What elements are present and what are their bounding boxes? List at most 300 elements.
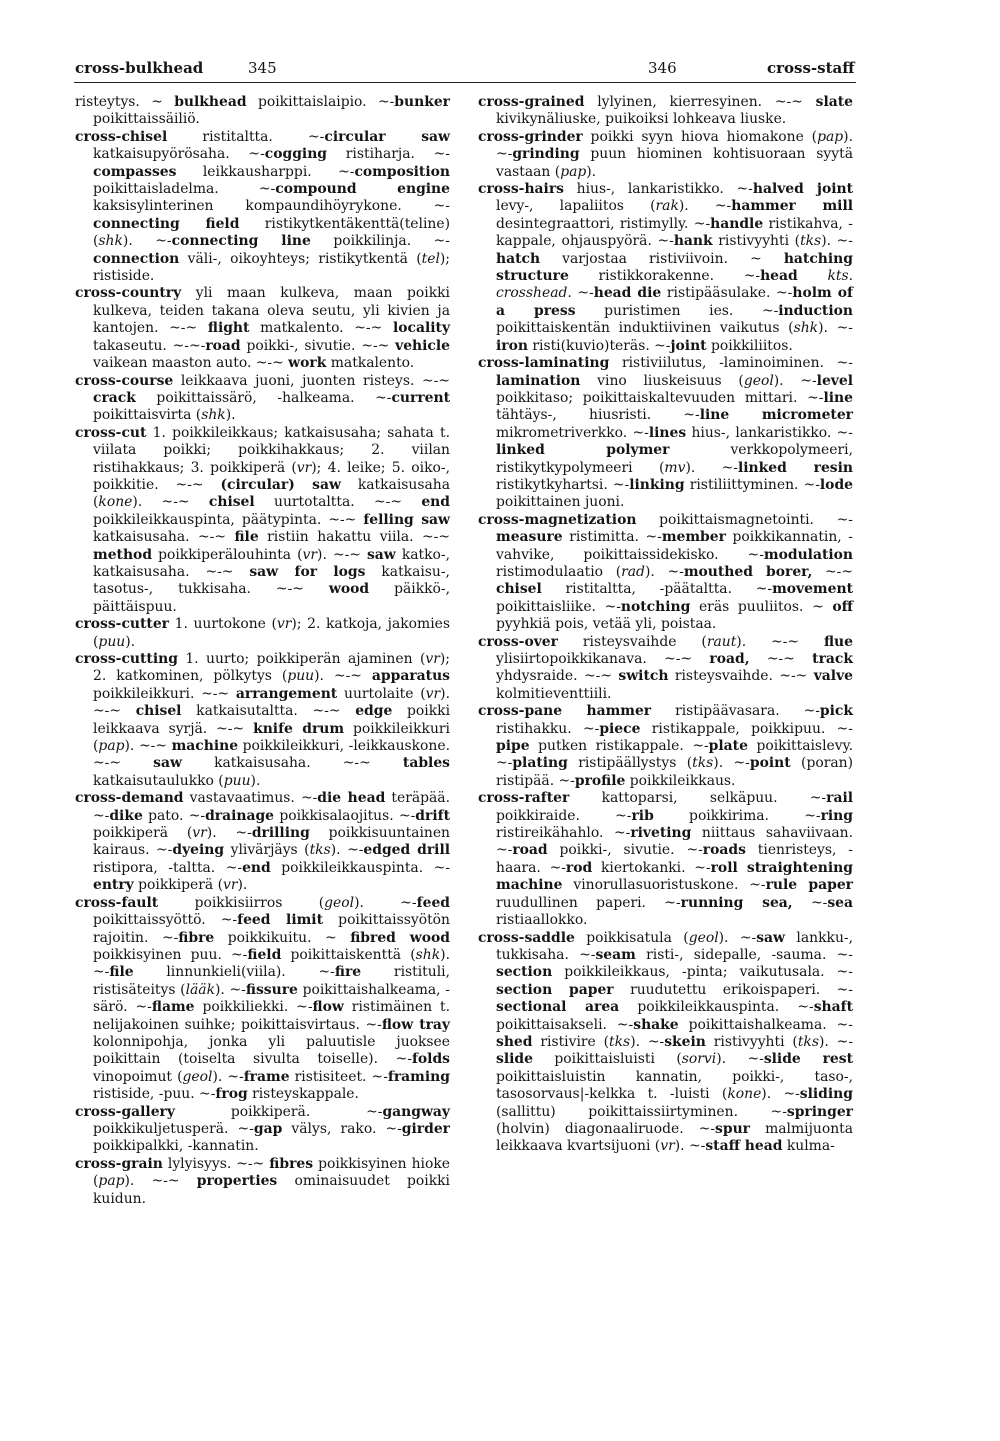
entry-text: puristimen ies. ~-	[575, 302, 779, 319]
entry-text: ); ristiside.	[93, 250, 450, 285]
entry-term: road	[512, 842, 548, 859]
entry-text: poikittainen juoni.	[496, 494, 625, 511]
entry-text: poikkileikkuri (	[93, 720, 450, 755]
entry-term: running sea,	[680, 894, 793, 911]
entry-field-abbrev: vr	[223, 877, 238, 894]
entry-text: ristikappale, poikkipuu. ~-	[640, 720, 853, 737]
entry-text: ristitaltta. ~-	[167, 128, 325, 145]
entry-term: lode	[819, 476, 853, 493]
entry-text: verkkopolymeeri, ristikytkypolymeeri (	[496, 442, 853, 476]
entry-text: ). ~-~	[124, 738, 172, 755]
entry-field-abbrev: shk	[98, 233, 123, 250]
entry-text: ristikytkentäkenttä(teline) (	[93, 215, 450, 250]
entry-field-abbrev: mv	[664, 459, 686, 476]
entry-term: frame	[243, 1068, 290, 1085]
entry-text: kattoparsi, selkäpuu. ~-	[569, 790, 827, 807]
entry-term: slide	[496, 1051, 533, 1068]
entry-term: switch	[618, 668, 669, 685]
entry-field-abbrev: sorvi	[681, 1051, 717, 1068]
entry-text: ominaisuudet poikki kuidun.	[93, 1173, 451, 1207]
entry-term: file	[109, 964, 134, 981]
entry-text: tienristeys, -haara. ~-	[496, 842, 853, 876]
entry-term: linking	[629, 476, 685, 493]
dictionary-entry	[478, 930, 853, 1156]
entry-term: piece	[599, 720, 641, 737]
entry-text: ). ~-	[821, 233, 853, 250]
entry-term: track	[812, 651, 853, 667]
entry-term: fire	[334, 964, 362, 981]
entry-text: ).	[237, 877, 248, 894]
entry-text: kiertokanki. ~-	[592, 859, 711, 876]
entry-text: ). ~-	[206, 825, 252, 842]
entry-text: poikkiraide. ~-	[496, 807, 632, 824]
entry-field-abbrev: pap	[560, 163, 587, 180]
entry-text: katko-, katkaisusaha. ~-~	[93, 546, 450, 580]
entry-field-abbrev: puu	[223, 772, 251, 789]
entry-text: ); 4. leike; 5. oiko-, poikkitie. ~-~	[93, 459, 450, 493]
entry-term: framing	[387, 1068, 450, 1085]
entry-text: poikittaissyötön rajoitin. ~-	[93, 912, 450, 946]
entry-term: flight	[207, 320, 250, 337]
entry-term: movement	[772, 581, 853, 598]
entry-field-abbrev: vr	[296, 459, 312, 476]
left-page-number: 345	[248, 59, 277, 77]
entry-text: poikittaisakseli. ~-	[496, 1016, 634, 1033]
entry-term: roll straightening machine	[496, 859, 853, 894]
entry-text: ). ~-	[713, 755, 750, 772]
entry-text: risteysvaihde. ~-~	[668, 668, 814, 685]
entry-term: skein	[664, 1033, 706, 1050]
entry-field-abbrev: tks	[692, 755, 714, 772]
entry-text: matkalento. ~-~	[249, 320, 393, 337]
entry-field-abbrev: vr	[192, 825, 207, 842]
entry-text: ).	[250, 772, 261, 789]
entry-term: member	[661, 529, 726, 546]
entry-term: rule paper	[765, 877, 854, 894]
entry-term: cross-grained	[478, 94, 585, 110]
entry-text: (holvin) diagonaaliruode. ~-	[496, 1120, 716, 1137]
dictionary-entry	[75, 616, 450, 651]
entry-term: section paper	[496, 981, 614, 998]
entry-text: ).	[125, 633, 136, 650]
entry-term: slate	[815, 94, 853, 110]
entry-term: saw	[366, 546, 396, 563]
entry-text: ); 2. katkoja, jakomies (	[93, 616, 450, 650]
entry-field-abbrev: pap	[98, 738, 125, 755]
dictionary-entry	[478, 181, 853, 355]
dictionary-entry	[75, 651, 450, 790]
entry-text: ristiaallokko.	[496, 912, 588, 929]
entry-term: fibred wood	[350, 929, 451, 946]
entry-text: katkaisutaulukko (	[93, 772, 224, 789]
entry-text: vinorullasuoristuskone. ~-	[562, 877, 766, 894]
dictionary-entry	[75, 425, 450, 616]
entry-term: sliding	[799, 1086, 853, 1103]
entry-term: cross-hairs	[478, 181, 564, 198]
entry-term: cross-gallery	[75, 1103, 175, 1120]
entry-text: ~-~	[749, 651, 813, 667]
entry-text: poikittaisluistin kannatin, poikki-, taso-, tasosorvaus|-kelkka t. -luisti (	[496, 1068, 853, 1103]
entry-term: fibres	[269, 1155, 314, 1172]
entry-term: cross-course	[75, 372, 174, 389]
entry-term: end	[421, 494, 450, 511]
entry-term: properties	[196, 1173, 278, 1190]
entry-text: pyyhkiä pois, vetää yli, poistaa.	[496, 616, 717, 633]
entry-text: poikkileikkaus, -pinta; vaikutusala. ~-	[552, 964, 853, 981]
entry-term: plate	[708, 738, 748, 755]
entry-term: composition	[354, 163, 450, 180]
entry-text: kolmitieventtiili.	[496, 685, 612, 702]
right-page-number: 346	[648, 59, 677, 77]
entry-text: poikittaishalkeama. ~-	[678, 1016, 853, 1033]
entry-text: poikki-, sivutie. ~-~	[240, 337, 396, 354]
entry-text: takaseutu. ~-~-	[93, 337, 206, 354]
entry-term: cross-pane hammer	[478, 703, 652, 720]
entry-term: seam	[595, 946, 636, 963]
dictionary-entry	[75, 895, 450, 1104]
entry-text: ).	[586, 163, 597, 180]
entry-text: yli maan kulkeva, maan poikki kulkeva, teiden takana oleva seutu, yli kivien ja kantojen. ~-~	[93, 285, 450, 337]
entry-term: crack	[93, 389, 136, 406]
entry-term: roads	[702, 842, 746, 859]
entry-text: poikittaiskenttä (	[281, 946, 416, 963]
entry-text: ristipäällystys (	[567, 755, 693, 772]
entry-text: matkalento.	[326, 355, 415, 372]
entry-text: poikki syyn hiova hiomakone (	[582, 128, 818, 145]
entry-term: cross-rafter	[478, 790, 570, 807]
entry-text: ristihakku. ~-	[496, 720, 600, 737]
entry-term: halved joint	[752, 181, 854, 198]
entry-text: poikkipalkki, -kannatin.	[93, 1138, 259, 1155]
entry-text: risti-, sidepalle, -sauma. ~-	[635, 946, 853, 963]
entry-text: vinopoimut (	[93, 1068, 183, 1085]
entry-term: cross-laminating	[478, 355, 610, 372]
entry-term: fissure	[245, 981, 298, 998]
entry-text: malmijuonta leikkaava kvartsijuoni (	[496, 1120, 854, 1155]
entry-term: handle	[710, 215, 764, 232]
entry-text: ristikytkyhartsi. ~-	[496, 476, 630, 493]
entry-text: katkaisusaha (	[93, 476, 450, 511]
entry-term: knife drum	[253, 720, 345, 737]
entry-field-abbrev: vr	[660, 1138, 675, 1155]
entry-text: ). ~-	[716, 1051, 764, 1068]
entry-text: putken ristikappale. ~-	[529, 738, 709, 755]
entry-text: ristimodulaatio (	[496, 563, 622, 580]
dictionary-entry	[478, 355, 853, 512]
entry-term: ring	[820, 807, 853, 824]
entry-text: poikkiperä (	[93, 825, 193, 842]
entry-term: compasses	[93, 163, 177, 180]
entry-field-abbrev: kone	[98, 494, 133, 511]
entry-text: ). ~-~	[93, 685, 450, 720]
entry-field-abbrev: raut	[706, 633, 737, 650]
entry-term: shake	[633, 1016, 679, 1033]
entry-term: cross-demand	[75, 790, 184, 807]
entry-term: profile	[574, 772, 626, 789]
entry-text: puun hiominen kohtisuoraan syytä vastaan (	[496, 146, 853, 180]
entry-text: poikittaisluisti (	[532, 1051, 682, 1068]
entry-text: risti(kuvio)teräs. ~-	[527, 337, 671, 354]
entry-text: ). ~-	[630, 1033, 665, 1050]
entry-term: line	[823, 389, 853, 406]
entry-text: ). ~-	[215, 981, 246, 998]
entry-term: valve	[813, 668, 853, 685]
entry-term: rib	[631, 807, 654, 824]
entry-term: cross-over	[478, 633, 558, 650]
entry-term: vehicle	[395, 337, 450, 354]
entry-text: ). ~-	[122, 233, 172, 250]
entry-text: poikkiliekki. ~-	[194, 999, 313, 1016]
entry-field-abbrev: pap	[98, 1173, 125, 1190]
entry-term: measure	[496, 529, 563, 546]
entry-text: poikkileikkaus.	[625, 772, 736, 789]
entry-field-abbrev: puu	[287, 668, 315, 685]
entry-text: poikittaiskentän induktiivinen vaikutus (	[496, 320, 794, 337]
entry-term: cross-cutter	[75, 616, 169, 633]
entry-term: die head	[317, 790, 386, 807]
entry-term: wood	[328, 581, 370, 598]
entry-text: risteyskappale.	[247, 1086, 359, 1103]
entry-text: ristivyyhti (	[712, 233, 801, 250]
entry-text	[798, 268, 828, 284]
entry-term: section	[496, 964, 553, 981]
entry-text: desintegraattori, ristimylly. ~-	[496, 215, 711, 232]
entry-term: cross-fault	[75, 894, 159, 911]
entry-text: ristireikähahlo. ~-	[496, 825, 631, 842]
entry-term: off	[832, 598, 853, 615]
entry-term: cross-cutting	[75, 651, 178, 667]
entry-term: chisel	[208, 494, 255, 511]
entry-text: poikkiperälouhinta (	[152, 546, 303, 563]
entry-text: tähtäys-, hiusristi. ~-	[496, 407, 700, 424]
entry-text: poikkisyinen puu. ~-	[93, 946, 248, 963]
entry-term: gangway	[382, 1103, 450, 1120]
entry-term: flue	[823, 633, 853, 650]
entry-field-abbrev: pap	[817, 128, 844, 145]
entry-text: poikittaismagnetointi. ~-	[636, 511, 853, 528]
entry-text: pato. ~-	[142, 807, 206, 824]
entry-field-abbrev: geol	[324, 894, 355, 911]
entry-text: poikittaislevy. ~-	[496, 738, 853, 772]
entry-term: staff head	[705, 1138, 783, 1155]
entry-text: ). ~-	[674, 1138, 706, 1155]
dictionary-entry	[75, 790, 450, 894]
entry-text: vastavaatimus. ~-	[183, 790, 318, 807]
entry-term: edge	[355, 703, 393, 720]
entry-term: pipe	[496, 738, 530, 755]
dictionary-entry	[75, 1104, 450, 1156]
entry-term: mouthed borer,	[683, 563, 813, 580]
entry-text: uurtotaltta. ~-~	[254, 494, 422, 511]
entry-term: chisel	[135, 703, 182, 720]
entry-text: risteysvaihde (	[557, 633, 707, 650]
entry-text: poikkiperä (	[133, 877, 224, 894]
entry-text: kivikynäliuske, puikoiksi lohkeava liuske.	[496, 111, 787, 128]
entry-term: sea	[827, 894, 854, 911]
entry-term: field	[247, 946, 282, 963]
entry-text: ristipora, -taltta. ~-	[93, 859, 243, 876]
entry-text: ~-~	[812, 563, 853, 580]
entry-field-abbrev: vr	[276, 616, 292, 633]
entry-term: slide rest	[763, 1051, 854, 1068]
entry-term: bunker	[394, 94, 450, 110]
entry-term: drainage	[205, 807, 275, 824]
entry-text: poikkikuljetusperä. ~-	[93, 1120, 254, 1137]
entry-term: cross-country	[75, 285, 182, 302]
entry-text: poikittaishalkeama, -särö. ~-	[93, 981, 450, 1016]
entry-text: ). ~-~	[736, 633, 824, 650]
dictionary-entry	[478, 129, 853, 181]
entry-text: poikkikannatin, -vahvike, poikittaissidekisko. ~-	[496, 529, 853, 563]
dictionary-entry	[478, 512, 853, 634]
dictionary-entry	[478, 703, 853, 790]
entry-text: ristituli, ristisäteitys (	[93, 964, 450, 998]
entry-text: poikkisalaojitus. ~-	[274, 807, 416, 824]
entry-text: poikittaisliike. ~-	[496, 598, 621, 615]
entry-text: poikki-, sivutie. ~-	[547, 842, 703, 859]
entry-term: tables	[402, 755, 450, 772]
entry-term: saw	[153, 755, 182, 772]
entry-text: poikkileikkauspinta, päätypinta. ~-~	[93, 511, 364, 528]
entry-term: pick	[819, 703, 853, 720]
entry-text: ). ~-	[685, 459, 738, 476]
entry-text: risteytys. ~	[75, 94, 175, 110]
entry-text: ). ~-	[354, 894, 417, 911]
entry-field-abbrev: rad	[621, 563, 645, 580]
entry-text: ). ~-	[678, 198, 732, 215]
entry-term: springer	[786, 1103, 853, 1120]
entry-text: kulma-	[782, 1138, 835, 1155]
entry-field-abbrev: shk	[201, 407, 226, 424]
entry-term: folds	[411, 1051, 450, 1068]
entry-text: vino liuskeisuus (	[580, 372, 744, 389]
entry-term: connecting line	[171, 233, 311, 250]
entry-text: ylisiirtopoikkikanava. ~-~	[496, 651, 710, 667]
entry-text: teräpää. ~-	[93, 790, 450, 824]
entry-text: ristipäävasara. ~-	[651, 703, 820, 720]
entry-term: machine	[171, 738, 239, 755]
entry-term: method	[93, 546, 153, 563]
entry-term: head	[760, 268, 798, 285]
entry-text: ). ~-	[644, 563, 684, 580]
entry-text: poikkitaso; poikittaiskaltevuuden mittari. ~-	[496, 389, 824, 406]
dictionary-entry	[75, 94, 450, 129]
entry-text: poikkisiirros (	[158, 894, 325, 911]
right-running-head	[767, 58, 855, 78]
entry-text: ristiviilutus, -laminoiminen. ~-	[609, 355, 853, 372]
entry-term: fibre	[178, 929, 215, 946]
dictionary-entry	[478, 634, 853, 704]
entry-text: poikkileikkuri, -leikkauskone. ~-~	[93, 738, 451, 772]
entry-term: level	[816, 372, 853, 389]
entry-term: saw for logs	[249, 563, 366, 580]
entry-text: väli-, oikoyhteys; ristikytkentä (	[179, 250, 422, 267]
entry-term: file	[234, 529, 259, 546]
entry-term: flow	[312, 999, 344, 1016]
entry-term: point	[749, 755, 791, 772]
dictionary-entry	[75, 373, 450, 425]
entry-text: katkaisutaltta. ~-~	[181, 703, 356, 720]
entry-text: niittaus sahaviivaan. ~-	[496, 825, 853, 859]
entry-term: hammer mill	[731, 198, 853, 215]
entry-text: (sallittu) poikittaissiirtyminen. ~-	[496, 1103, 787, 1120]
entry-text: ). ~-~	[317, 546, 367, 563]
entry-text: ). ~-~	[314, 668, 372, 685]
entry-term: road,	[709, 651, 750, 667]
entry-term: connection	[93, 250, 180, 267]
entry-term: lamination	[496, 372, 581, 389]
entry-term: induction	[778, 302, 853, 319]
entry-text: poikittaislaipio. ~-	[246, 94, 395, 110]
entry-field-abbrev: shk	[793, 320, 819, 337]
entry-term: entry	[93, 877, 134, 894]
entry-text: ristimitta. ~-	[562, 529, 662, 546]
entry-term: road	[205, 337, 241, 354]
entry-text: uurtolaite (	[337, 685, 426, 702]
left-column	[75, 94, 450, 1208]
entry-text: poikkisyinen hioke (	[93, 1155, 451, 1190]
entry-text: ); 2. katkominen, pölkytys (	[93, 651, 450, 685]
dictionary-entry	[478, 790, 853, 929]
entry-field-abbrev: vr	[425, 685, 441, 702]
entry-text: ristiside, -puu. ~-	[93, 1086, 216, 1103]
entry-text: ).	[225, 407, 236, 424]
entry-text: ristipääsulake. ~-	[661, 285, 793, 302]
entry-term: apparatus	[371, 668, 450, 685]
entry-text: ylivärjäys (	[224, 842, 310, 859]
entry-text: hius-, lankaristikko. ~-	[563, 181, 753, 198]
entry-text: ). ~-	[330, 842, 364, 859]
entry-term: gap	[253, 1120, 283, 1137]
right-head-word: cross-staff	[767, 59, 855, 77]
entry-term: end	[242, 859, 271, 876]
entry-term: line micrometer	[699, 407, 853, 424]
entry-text: ristikahva, -kappale, ohjauspyörä. ~-	[496, 215, 853, 250]
entry-term: saw	[756, 929, 786, 946]
entry-text: varjostaa ristiviivoin. ~	[540, 250, 784, 267]
entry-term: joint	[670, 337, 707, 354]
entry-term: holm of a press	[496, 285, 853, 319]
entry-term: drift	[415, 807, 450, 824]
entry-text: 1. poikkileikkaus; katkaisusaha; sahata t. viilata poikki; poikkihakkaus; 2. viilan ristihakkaus; 3. poikkiperä (	[93, 424, 450, 476]
entry-text: . ~-	[567, 285, 594, 302]
entry-text: ). ~-	[818, 320, 853, 337]
entry-field-abbrev: tel	[421, 250, 440, 267]
entry-term: (circular) saw	[220, 476, 341, 493]
entry-text: (poran) ristipää. ~-	[496, 755, 853, 789]
entry-text: poikki leikkaava syrjä. ~-~	[93, 703, 451, 737]
entry-field-abbrev: geol	[182, 1068, 213, 1085]
entry-text: katkaisu-, tasotus-, tukkisaha. ~-~	[93, 563, 450, 598]
entry-term: plating	[512, 755, 568, 772]
entry-term: chisel	[496, 581, 542, 598]
entry-text: ). ~-	[818, 1033, 854, 1050]
entry-text: välys, rako. ~-	[282, 1120, 402, 1137]
entry-term: iron	[496, 337, 528, 354]
entry-text: eräs puuliitos. ~	[690, 598, 833, 615]
entry-text: poikkisuuntainen kairaus. ~-	[93, 825, 450, 859]
entry-term: girder	[401, 1120, 450, 1137]
entry-term: felling saw	[363, 511, 450, 528]
entry-text: katkaisusaha. ~-~	[93, 529, 235, 546]
entry-text: lylyinen, kierresyinen. ~-~	[584, 94, 816, 110]
entry-term: circular saw	[324, 128, 450, 145]
entry-text: lankku-, tukkisaha. ~-	[496, 929, 853, 963]
entry-term: edged drill	[363, 842, 450, 859]
entry-text: poikkileikkuri. ~-~	[93, 685, 236, 702]
entry-text: ristiharja. ~-	[327, 146, 450, 163]
entry-field-abbrev: kts. crosshead	[496, 268, 853, 302]
